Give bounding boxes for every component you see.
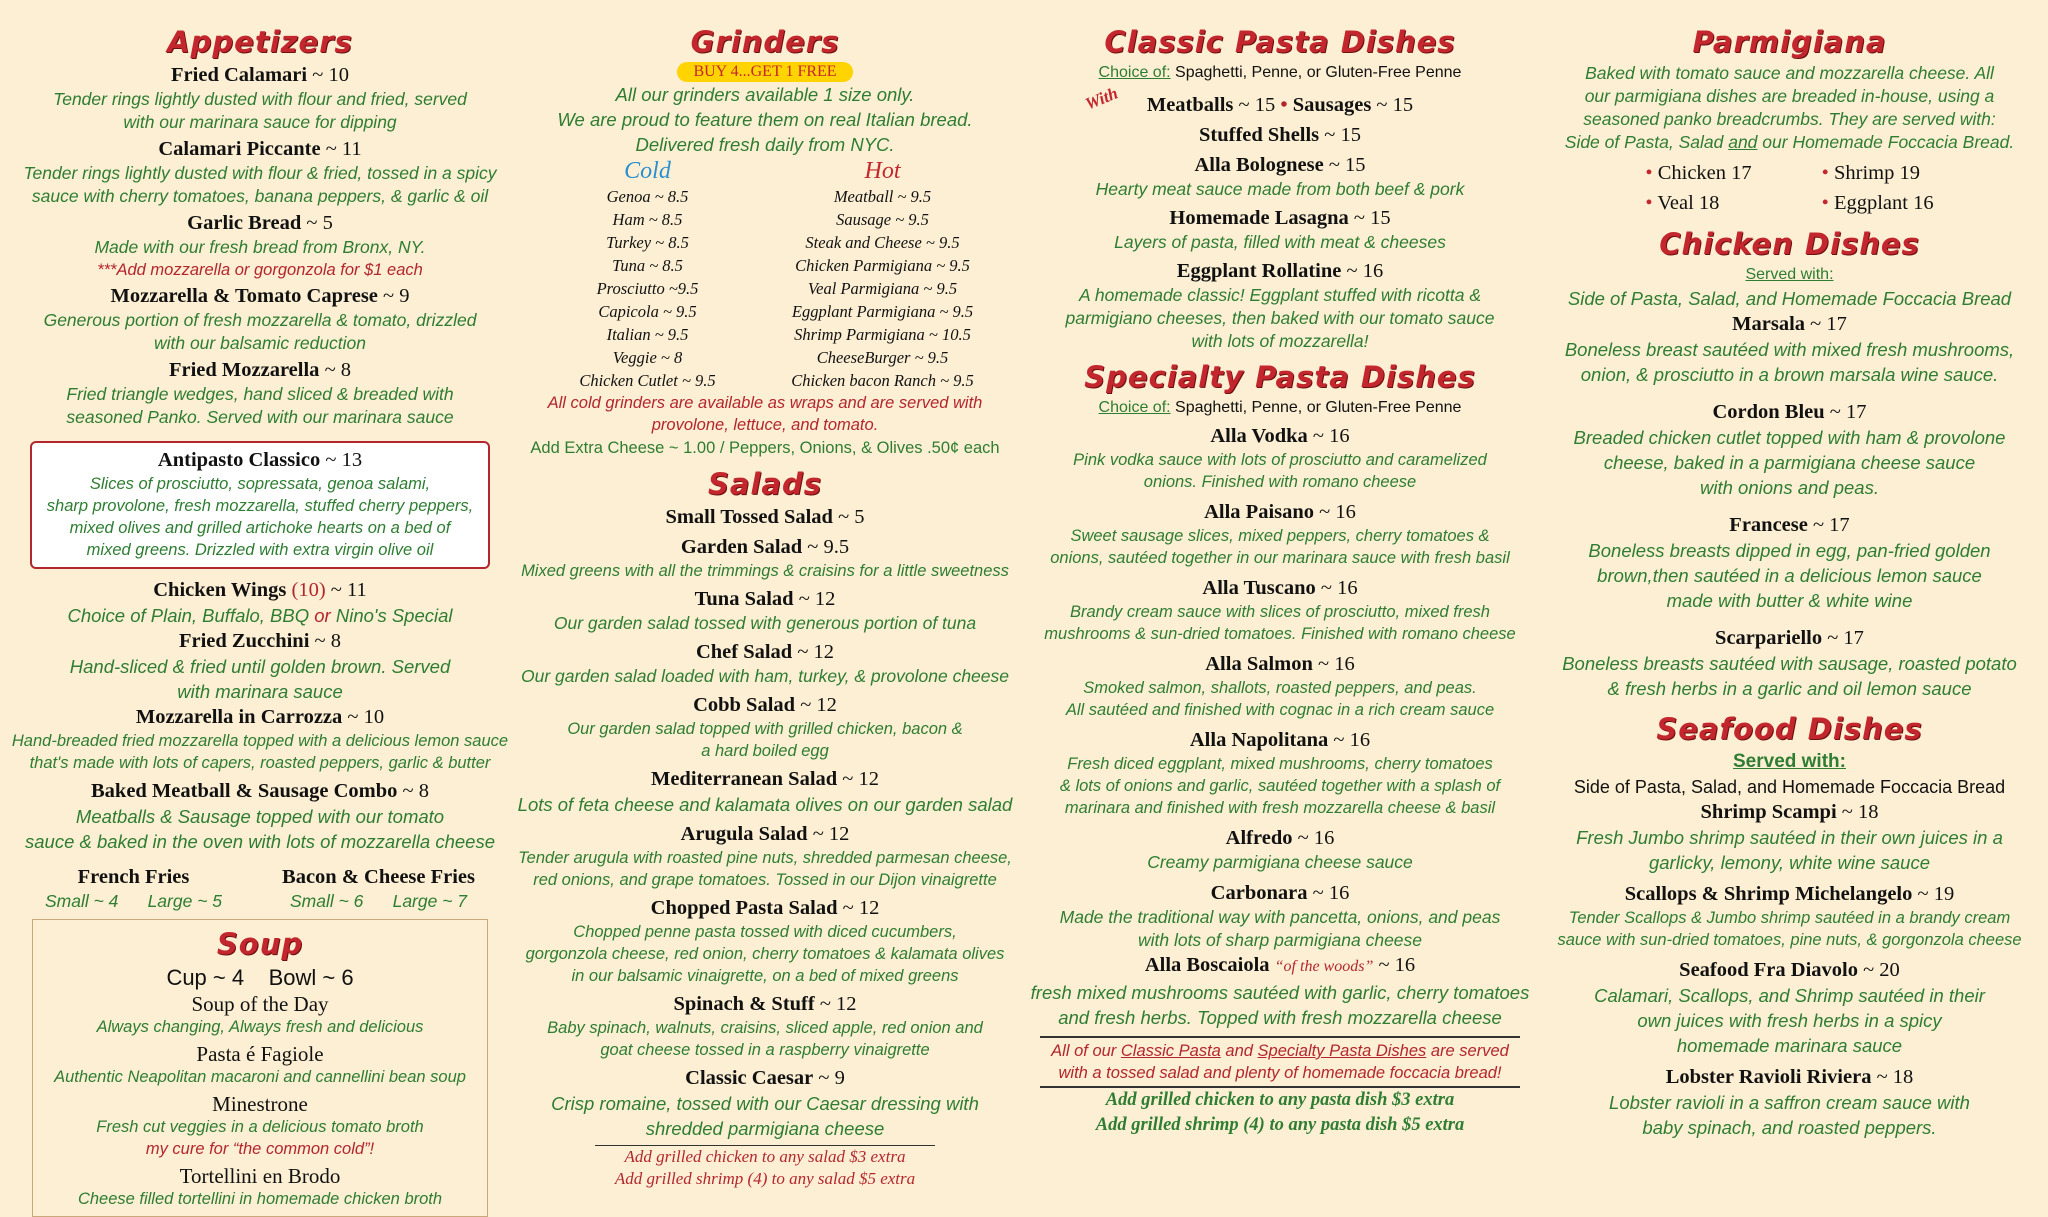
served-with-label: Served with:: [1733, 751, 1846, 772]
menu-item-desc: Tender arugula with roasted pine nuts, shredded parmesan cheese,: [518, 849, 1012, 867]
menu-item-name: Chef Salad ~ 12: [695, 641, 835, 663]
promo-badge: BUY 4...GET 1 FREE: [677, 62, 852, 82]
table-row: [530, 231, 1000, 254]
menu-item: [515, 504, 1015, 530]
menu-item-name: Alla Tuscano ~ 16: [1202, 577, 1358, 599]
served-with: Side of Pasta, Salad, and Homemade Foccacia Bread: [1573, 777, 2006, 797]
menu-item-name: French Fries: [77, 866, 190, 888]
menu-item: [10, 357, 510, 429]
menu-item-desc: Lots of feta cheese and kalamata olives on our garden salad: [517, 794, 1013, 815]
menu-item-desc: brown,then sautéed in a delicious lemon sauce: [1597, 565, 1982, 586]
menu-item-desc: Brandy cream sauce with slices of prosciutto, mixed fresh: [1069, 603, 1490, 621]
menu-item-name: Baked Meatball & Sausage Combo ~ 8: [91, 780, 429, 802]
soup-box: [32, 919, 488, 1217]
menu-item: [515, 821, 1015, 891]
menu-item-desc: with marinara sauce: [177, 681, 343, 702]
menu-item-name: Francese ~ 17: [1729, 514, 1850, 536]
hot-grinder: Steak and Cheese ~ 9.5: [805, 233, 960, 252]
hot-grinder: CheeseBurger ~ 9.5: [816, 348, 949, 367]
menu-item-desc: Mixed greens with all the trimmings & craisins for a little sweetness: [521, 562, 1009, 580]
menu-item-name: Alla Bolognese ~ 15: [1194, 154, 1366, 176]
table-row: [530, 208, 1000, 231]
fries-row: [10, 864, 510, 913]
menu-item-name: Alla Paisano ~ 16: [1204, 501, 1356, 523]
menu-item: [1030, 651, 1530, 721]
parm-option: • Shrimp 19: [1821, 162, 1920, 184]
menu-item-desc: sauce with sun-dried tomatoes, pine nuts, & gorgonzola cheese: [1557, 931, 2022, 949]
menu-item-desc: & fresh herbs in a garlic and oil lemon sauce: [1607, 678, 1972, 699]
menu-item: [515, 895, 1015, 987]
grinders-table: [530, 157, 1000, 392]
soup-name: Minestrone: [212, 1092, 308, 1116]
menu-item-desc: Fresh diced eggplant, mixed mushrooms, cherry tomatoes: [1067, 755, 1493, 773]
menu-item-name: Garlic Bread ~ 5: [187, 212, 333, 234]
grinders-extra: Add Extra Cheese ~ 1.00 / Peppers, Onions, & Olives .50¢ each: [530, 439, 1000, 457]
menu-item-desc: Generous portion of fresh mozzarella & tomato, drizzled: [43, 310, 477, 330]
menu-item-name: Scarpariello ~ 17: [1715, 627, 1864, 649]
column-pasta: [1030, 22, 1530, 1138]
menu-item-desc: A homemade classic! Eggplant stuffed with ricotta &: [1078, 285, 1482, 305]
menu-item: [1537, 399, 2042, 500]
pasta-note: All of our Classic Pasta and Specialty Pasta Dishes are served: [1051, 1042, 1509, 1060]
cold-grinder: Turkey ~ 8.5: [606, 233, 689, 252]
menu-item-name: Eggplant Rollatine ~ 16: [1176, 260, 1384, 282]
menu-item-name: Scallops & Shrimp Michelangelo ~ 19: [1624, 883, 1955, 905]
menu-item-name: Seafood Fra Diavolo ~ 20: [1679, 959, 1900, 981]
menu-item-name: Antipasto Classico ~ 13: [157, 449, 363, 471]
menu-item-desc: Smoked salmon, shallots, roasted peppers, and peas.: [1083, 679, 1477, 697]
menu-item-desc: sauce & baked in the oven with lots of mozzarella cheese: [25, 831, 495, 852]
soup-title: Soup: [216, 927, 304, 961]
menu-item-desc: our parmigiana dishes are breaded in-house, using a: [1584, 86, 1995, 106]
menu-item-desc: with lots of sharp parmigiana cheese: [1137, 930, 1423, 950]
menu-item-desc: Sweet sausage slices, mixed peppers, cherry tomatoes &: [1070, 527, 1490, 545]
column-appetizers: [10, 22, 510, 1217]
menu-item-desc: mixed greens. Drizzled with extra virgin olive oil: [86, 541, 434, 559]
column-parm-chicken-seafood: [1537, 22, 2042, 1140]
menu-item-name: Fried Calamari ~ 10: [171, 64, 349, 86]
menu-item-desc: Pink vodka sauce with lots of prosciutto and caramelized: [1073, 451, 1487, 469]
menu-item-desc: All cold grinders are available as wraps and are served with: [547, 394, 983, 412]
menu-item-desc: seasoned panko breadcrumbs. They are served with:: [1583, 109, 1996, 129]
menu-item-desc: garlicky, lemony, white wine sauce: [1648, 852, 1931, 873]
cold-grinder: Prosciutto ~9.5: [596, 279, 699, 298]
menu-item-desc: gorgonzola cheese, red onion, cherry tomatoes & kalamata olives: [525, 945, 1005, 963]
menu-item-desc: onions, sautéed together in our marinara sauce with fresh basil: [1050, 549, 1510, 567]
menu-item-name: Alla Napolitana ~ 16: [1189, 729, 1371, 751]
menu-item: [1537, 799, 2042, 875]
menu-item-sizes: Small ~ 6 Large ~ 7: [289, 891, 468, 911]
menu-item-name: Homemade Lasagna ~ 15: [1169, 207, 1391, 229]
menu-item-desc: made with butter & white wine: [1666, 590, 1913, 611]
menu-item-desc: Slices of prosciutto, sopressata, genoa salami,: [89, 475, 431, 493]
cold-grinder: Italian ~ 9.5: [606, 325, 689, 344]
menu-item-desc: parmigiano cheeses, then baked with our tomato sauce: [1065, 308, 1495, 328]
menu-item-name: Small Tossed Salad ~ 5: [665, 506, 865, 528]
menu-item: [515, 1065, 1015, 1141]
menu-item-desc: and fresh herbs. Topped with fresh mozzarella cheese: [1058, 1007, 1502, 1028]
menu-item-desc: goat cheese tossed in a raspberry vinaigrette: [600, 1041, 930, 1059]
classic-pasta-title: Classic Pasta Dishes: [1104, 25, 1456, 59]
table-row: [530, 254, 1000, 277]
menu-item-name: Stuffed Shells ~ 15: [1198, 124, 1362, 146]
menu-item: [1537, 512, 2042, 613]
menu-item-desc: Meatballs & Sausage topped with our tomato: [75, 806, 445, 827]
menu-item-desc: that's made with lots of capers, roasted peppers, garlic & butter: [29, 754, 491, 772]
menu-item-desc: Boneless breasts sautéed with sausage, roasted potato: [1562, 653, 2017, 674]
menu-item: [515, 534, 1015, 582]
menu-item-desc: mushrooms & sun-dried tomatoes. Finished with romano cheese: [1044, 625, 1516, 643]
cold-grinder: Capicola ~ 9.5: [598, 302, 697, 321]
menu-item-desc: marinara and finished with fresh mozzarella cheese & basil: [1064, 799, 1496, 817]
pasta-choice: Choice of: Spaghetti, Penne, or Gluten-Free Penne: [1098, 64, 1462, 81]
hot-grinder: Shrimp Parmigiana ~ 10.5: [794, 325, 971, 344]
menu-item-desc: Breaded chicken cutlet topped with ham & provolone: [1573, 427, 2006, 448]
menu-item-desc: Our garden salad loaded with ham, turkey, & provolone cheese: [520, 666, 1010, 686]
menu-item-desc: provolone, lettuce, and tomato.: [651, 416, 879, 434]
pasta-addon: Add grilled chicken to any pasta dish $3 extra: [1105, 1090, 1455, 1110]
menu-item: [1537, 311, 2042, 387]
salad-addon: Add grilled chicken to any salad $3 extra: [624, 1147, 906, 1166]
menu-item-name: Alla Vodka ~ 16: [1210, 425, 1350, 447]
menu-item-desc: sauce with cherry tomatoes, banana peppers, & garlic & oil: [31, 186, 489, 206]
menu-item: [515, 766, 1015, 817]
soup-sizes: Cup ~ 4 Bowl ~ 6: [166, 965, 354, 990]
parmigiana-options: [1537, 158, 2042, 218]
menu-item-desc: seasoned Panko. Served with our marinara sauce: [66, 407, 454, 427]
soup-item: [33, 1092, 487, 1160]
column-grinders-salads: [515, 22, 1015, 1190]
menu-item-name: Cobb Salad ~ 12: [693, 694, 837, 716]
parm-option: • Veal 18: [1645, 192, 1720, 214]
hot-grinder: Eggplant Parmigiana ~ 9.5: [791, 302, 974, 321]
chicken-title: Chicken Dishes: [1659, 227, 1920, 261]
menu-item: [10, 62, 510, 134]
with-label: With: [1082, 83, 1121, 114]
menu-item: [10, 136, 510, 208]
menu-item-name: Alfredo ~ 16: [1225, 827, 1335, 849]
soup-name: Pasta é Fagiole: [196, 1042, 324, 1066]
menu-item-name: Fried Mozzarella ~ 8: [168, 359, 352, 381]
table-row: [530, 300, 1000, 323]
parmigiana-desc: Side of Pasta, Salad and our Homemade Foccacia Bread.: [1564, 132, 2015, 152]
menu-item-desc: with onions and peas.: [1700, 477, 1879, 498]
menu-item: [10, 210, 510, 281]
parmigiana-title: Parmigiana: [1692, 25, 1887, 59]
menu-item-note: ***Add mozzarella or gorgonzola for $1 each: [97, 261, 423, 279]
soup-desc: Fresh cut veggies in a delicious tomato broth: [96, 1118, 424, 1136]
menu-item-desc: Lobster ravioli in a saffron cream sauce with: [1609, 1092, 1970, 1113]
appetizers-list: [10, 62, 510, 429]
menu-item-name: Carbonara ~ 16: [1210, 882, 1350, 904]
menu-item-desc: Crisp romaine, tossed with our Caesar dressing with: [551, 1093, 979, 1114]
hot-grinder: Chicken bacon Ranch ~ 9.5: [791, 371, 974, 390]
menu-item-desc: fresh mixed mushrooms sautéed with garlic, cherry tomatoes: [1030, 982, 1530, 1003]
menu-item-name: Tuna Salad ~ 12: [694, 588, 836, 610]
parm-option: • Chicken 17: [1645, 162, 1752, 184]
menu-item-desc: Hand-sliced & fried until golden brown. Served: [69, 656, 451, 677]
menu-item-desc: All sautéed and finished with cognac in a rich cream sauce: [1065, 701, 1495, 719]
menu-item-desc: Tender rings lightly dusted with flour and fried, served: [53, 89, 467, 109]
soup-desc: Cheese filled tortellini in homemade chicken broth: [77, 1190, 443, 1208]
menu-item-desc: Delivered fresh daily from NYC.: [635, 134, 895, 155]
antipasto-box: [30, 441, 490, 569]
menu-item-desc: & lots of onions and garlic, sautéed together with a splash of: [1059, 777, 1501, 795]
menu-item-desc: sharp provolone, fresh mozzarella, stuffed cherry peppers,: [46, 497, 474, 515]
menu-item-desc: Boneless breast sautéed with mixed fresh mushrooms,: [1564, 339, 2015, 360]
table-row: [530, 323, 1000, 346]
menu-item-desc: own juices with fresh herbs in a spicy: [1637, 1010, 1942, 1031]
menu-item: [515, 692, 1015, 762]
soup-item: [33, 1042, 487, 1088]
menu-item-name: Classic Caesar ~ 9: [685, 1067, 845, 1089]
table-row: [530, 185, 1000, 208]
menu-item-name: Mozzarella & Tomato Caprese ~ 9: [110, 285, 410, 307]
menu-item: [1030, 205, 1530, 254]
menu-item: [515, 639, 1015, 688]
menu-item-name: Fried Zucchini ~ 8: [178, 630, 341, 652]
menu-item-name: With Meatballs ~ 15 • Sausages ~ 15: [1030, 92, 1530, 118]
menu-item-desc: onions. Finished with romano cheese: [1143, 473, 1417, 491]
cold-grinder: Tuna ~ 8.5: [612, 256, 683, 275]
menu-item: [1030, 258, 1530, 353]
menu-item-desc: in our balsamic vinaigrette, on a bed of mixed greens: [571, 967, 959, 985]
table-row: [530, 369, 1000, 392]
menu-item: [1030, 499, 1530, 569]
served-with: Side of Pasta, Salad, and Homemade Foccacia Bread: [1567, 288, 2012, 309]
menu-item-name: Spinach & Stuff ~ 12: [673, 993, 857, 1015]
menu-item-desc: Tender rings lightly dusted with flour & fried, tossed in a spicy: [23, 163, 497, 183]
menu-item: [515, 991, 1015, 1061]
menu-item-name: Shrimp Scampi ~ 18: [1700, 801, 1879, 823]
menu-item-desc: a hard boiled egg: [701, 742, 829, 760]
menu-item-desc: Made with our fresh bread from Bronx, NY.: [94, 237, 426, 257]
soup-desc: Always changing, Always fresh and delicious: [96, 1018, 424, 1036]
table-row: [530, 346, 1000, 369]
served-with-label: Served with:: [1745, 266, 1834, 283]
menu-item-desc: Creamy parmigiana cheese sauce: [1147, 852, 1413, 872]
pasta-choice: Choice of: Spaghetti, Penne, or Gluten-Free Penne: [1098, 399, 1462, 416]
cold-grinder: Chicken Cutlet ~ 9.5: [579, 371, 716, 390]
hot-grinder: Meatball ~ 9.5: [833, 187, 932, 206]
pasta-note-box: [1040, 1036, 1520, 1088]
menu-item: [10, 283, 510, 355]
menu-item: [1030, 880, 1530, 952]
menu-item-name: Alla Boscaiola “of the woods” ~ 16: [1144, 954, 1416, 976]
menu-item-desc: Made the traditional way with pancetta, onions, and peas: [1059, 907, 1501, 927]
table-row: [530, 277, 1000, 300]
menu-item-name: Marsala ~ 17: [1732, 313, 1847, 335]
pasta-addon: Add grilled shrimp (4) to any pasta dish $5 extra: [1095, 1115, 1465, 1135]
menu-item-desc: mixed olives and grilled artichoke hearts on a bed of: [69, 519, 451, 537]
salad-addon: Add grilled shrimp (4) to any salad $5 extra: [614, 1169, 916, 1188]
menu-item-desc: with lots of mozzarella!: [1191, 331, 1369, 351]
menu-item: [1030, 575, 1530, 645]
menu-item-name: Lobster Ravioli Riviera ~ 18: [1665, 1066, 1914, 1088]
grinders-title: Grinders: [690, 25, 840, 59]
menu-item-name: Calamari Piccante ~ 11: [158, 138, 362, 160]
soup-name: Tortellini en Brodo: [179, 1164, 341, 1188]
menu-item-desc: Chopped penne pasta tossed with diced cucumbers,: [573, 923, 957, 941]
menu-item-desc: red onions, and grape tomatoes. Tossed in our Dijon vinaigrette: [533, 871, 997, 889]
menu-item-name: Chopped Pasta Salad ~ 12: [650, 897, 880, 919]
menu-item-desc: Boneless breasts dipped in egg, pan-fried golden: [1588, 540, 1991, 561]
menu-item-desc: Choice of Plain, Buffalo, BBQ or Nino's Special: [67, 605, 453, 626]
soup-note: my cure for “the common cold”!: [145, 1140, 375, 1158]
menu-item-desc: Fried triangle wedges, hand sliced & breaded with: [66, 384, 454, 404]
pasta-note: with a tossed salad and plenty of homemade foccacia bread!: [1058, 1064, 1502, 1082]
menu-item: [1537, 881, 2042, 951]
menu-item: [1030, 152, 1530, 201]
menu-item-name: Garden Salad ~ 9.5: [680, 536, 850, 558]
soup-item: [33, 1164, 487, 1210]
menu-item-desc: onion, & prosciutto in a brown marsala wine sauce.: [1580, 364, 1999, 385]
menu-item-name: Chicken Wings (10) ~ 11: [153, 579, 367, 601]
menu-item-name: Cordon Bleu ~ 17: [1712, 401, 1867, 423]
appetizers-title: Appetizers: [167, 25, 353, 59]
menu-item-desc: All our grinders available 1 size only.: [615, 84, 915, 105]
menu-item: [1030, 122, 1530, 148]
hot-label: Hot: [864, 158, 901, 184]
menu-item-sizes: Small ~ 4 Large ~ 5: [44, 891, 223, 911]
menu-item: [515, 586, 1015, 635]
cold-grinder: Genoa ~ 8.5: [606, 187, 689, 206]
salads-title: Salads: [708, 467, 822, 501]
menu-item-desc: Calamari, Scallops, and Shrimp sautéed in their: [1594, 985, 1985, 1006]
cold-grinder: Ham ~ 8.5: [612, 210, 683, 229]
menu-item-name: Mozzarella in Carrozza ~ 10: [135, 706, 385, 728]
menu-item-desc: with our marinara sauce for dipping: [123, 112, 397, 132]
cold-label: Cold: [624, 158, 671, 184]
menu-item-desc: with our balsamic reduction: [153, 333, 367, 353]
menu-item-desc: Hand-breaded fried mozzarella topped with a delicious lemon sauce: [11, 732, 509, 750]
menu-item-desc: Baked with tomato sauce and mozzarella cheese. All: [1585, 63, 1994, 83]
menu-item-desc: Our garden salad tossed with generous portion of tuna: [553, 613, 977, 633]
menu-item-name: Bacon & Cheese Fries: [282, 866, 476, 888]
menu-item-desc: We are proud to feature them on real Italian bread.: [557, 109, 973, 130]
menu-item-desc: cheese, baked in a parmigiana cheese sauce: [1603, 452, 1976, 473]
menu-item-desc: Tender Scallops & Jumbo shrimp sautéed in a brandy cream: [1568, 909, 2011, 927]
menu-item: [1537, 625, 2042, 701]
menu-item-name: Alla Salmon ~ 16: [1205, 653, 1355, 675]
hot-grinder: Sausage ~ 9.5: [836, 210, 929, 229]
menu-item-desc: Baby spinach, walnuts, craisins, sliced apple, red onion and: [547, 1019, 983, 1037]
soup-desc: Authentic Neapolitan macaroni and cannellini bean soup: [54, 1068, 466, 1086]
menu-item: [1537, 957, 2042, 1058]
parm-option: • Eggplant 16: [1821, 192, 1934, 214]
menu-item-desc: baby spinach, and roasted peppers.: [1642, 1117, 1937, 1138]
menu-item-desc: Layers of pasta, filled with meat & cheeses: [1114, 232, 1446, 252]
soup-item: [33, 992, 487, 1038]
menu-item-desc: Hearty meat sauce made from both beef & pork: [1095, 179, 1465, 199]
hot-grinder: Chicken Parmigiana ~ 9.5: [795, 256, 970, 275]
menu-item-desc: Fresh Jumbo shrimp sautéed in their own juices in a: [1576, 827, 2003, 848]
cold-grinder: Veggie ~ 8: [612, 348, 683, 367]
menu-item: [1030, 423, 1530, 493]
menu-item-name: Mediterranean Salad ~ 12: [650, 768, 880, 790]
menu-item-desc: shredded parmigiana cheese: [645, 1118, 885, 1139]
menu-item-desc: homemade marinara sauce: [1676, 1035, 1903, 1056]
menu-item: [1030, 825, 1530, 874]
menu-item: [1030, 727, 1530, 819]
seafood-title: Seafood Dishes: [1656, 712, 1923, 746]
soup-name: Soup of the Day: [191, 992, 329, 1016]
specialty-pasta-title: Specialty Pasta Dishes: [1084, 360, 1476, 394]
menu-item-name: Arugula Salad ~ 12: [680, 823, 850, 845]
menu-item: [1537, 1064, 2042, 1140]
hot-grinder: Veal Parmigiana ~ 9.5: [807, 279, 958, 298]
menu-item-desc: Our garden salad topped with grilled chicken, bacon &: [567, 720, 963, 738]
